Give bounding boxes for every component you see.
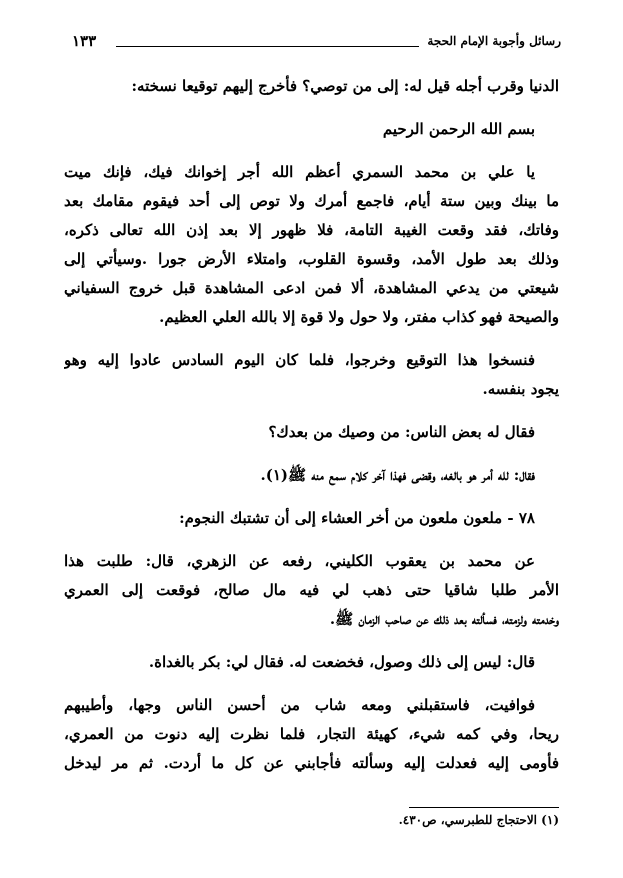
footnote: (١) الاحتجاج للطبرسي، ص٤٣٠.: [398, 813, 559, 827]
page-body: [64, 72, 559, 778]
text-line: وخدمته ولزمته، فسألته بعد ذلك عن صاحب الزمان ﷺ.: [329, 610, 559, 628]
paragraph: [64, 648, 559, 677]
paragraph: [64, 547, 559, 634]
text-line: وذلك بعد طول الأمد، وقسوة القلوب، وامتلاء الأرض جورا .وسيأتي إلى: [64, 250, 559, 268]
text-line: يجود بنفسه.: [482, 380, 559, 398]
text-line: شيعتي من يدعي المشاهدة، ألا فمن ادعى المشاهدة قبل خروج السفياني: [64, 279, 559, 297]
paragraph: [64, 72, 559, 101]
text-line: فأومى إليه فعدلت إليه وسألته فأجابني عن كل ما أردت. ثم مر ليدخل: [64, 754, 559, 772]
text-line: فوافيت، فاستقبلني ومعه شاب من أحسن الناس وجها، وأطيبهم: [64, 696, 535, 714]
paragraph: [64, 418, 559, 447]
paragraph: [64, 461, 559, 490]
text-line: الدنيا وقرب أجله قيل له: إلى من توصي؟ فأخرج إليهم توقيعا نسخته:: [131, 77, 559, 95]
text-line: قال: ليس إلى ذلك وصول، فخضعت له. فقال لي: بكر بالغداة.: [148, 653, 535, 671]
text-line: فقال: لله أمر هو بالغه، وقضى فهذا آخر كلام سمع منه ﷺ(١).: [260, 466, 535, 484]
text-line: فنسخوا هذا التوقيع وخرجوا، فلما كان اليوم السادس عادوا إليه وهو: [64, 351, 535, 369]
text-line: فقال له بعض الناس: من وصيك من بعدك؟: [268, 423, 535, 441]
text-line: ٧٨ - ملعون ملعون من أخر العشاء إلى أن تشتبك النجوم:: [179, 509, 535, 527]
footnote-rule: [409, 807, 559, 808]
text-line: والصيحة فهو كذاب مفتر، ولا حول ولا قوة إلا بالله العلي العظيم.: [159, 308, 559, 326]
section-heading: [64, 504, 559, 533]
page-number: ١٣٣: [72, 32, 97, 50]
paragraph: [64, 691, 559, 778]
header-rule: [116, 46, 419, 47]
page-header: [72, 32, 561, 54]
text-line: وفاتك، فقد وقعت الغيبة التامة، فلا ظهور إلا بعد إذن الله تعالى ذكره،: [64, 221, 559, 239]
text-line: ريحا، وفي كمه شيء، كهيئة التجار، فلما نظرت إليه دنوت من العمري،: [64, 725, 559, 743]
text-line: ما بينك وبين ستة أيام، فاجمع أمرك ولا توص إلى أحد فيقوم مقامك بعد: [64, 192, 559, 210]
text-line: يا علي بن محمد السمري أعظم الله أجر إخوانك فيك، فإنك ميت: [64, 163, 535, 181]
text-line: عن محمد بن يعقوب الكليني، رفعه عن الزهري، قال: طلبت هذا: [64, 552, 535, 570]
running-title: رسائل وأجوبة الإمام الحجة: [427, 34, 561, 48]
paragraph: [64, 158, 559, 332]
text-line: الأمر طلبا شاقيا حتى ذهب لي فيه مال صالح، فوقعت إلى العمري: [64, 581, 559, 599]
basmala: [64, 115, 559, 144]
paragraph: [64, 346, 559, 404]
text-line: بسم الله الرحمن الرحيم: [382, 120, 535, 138]
